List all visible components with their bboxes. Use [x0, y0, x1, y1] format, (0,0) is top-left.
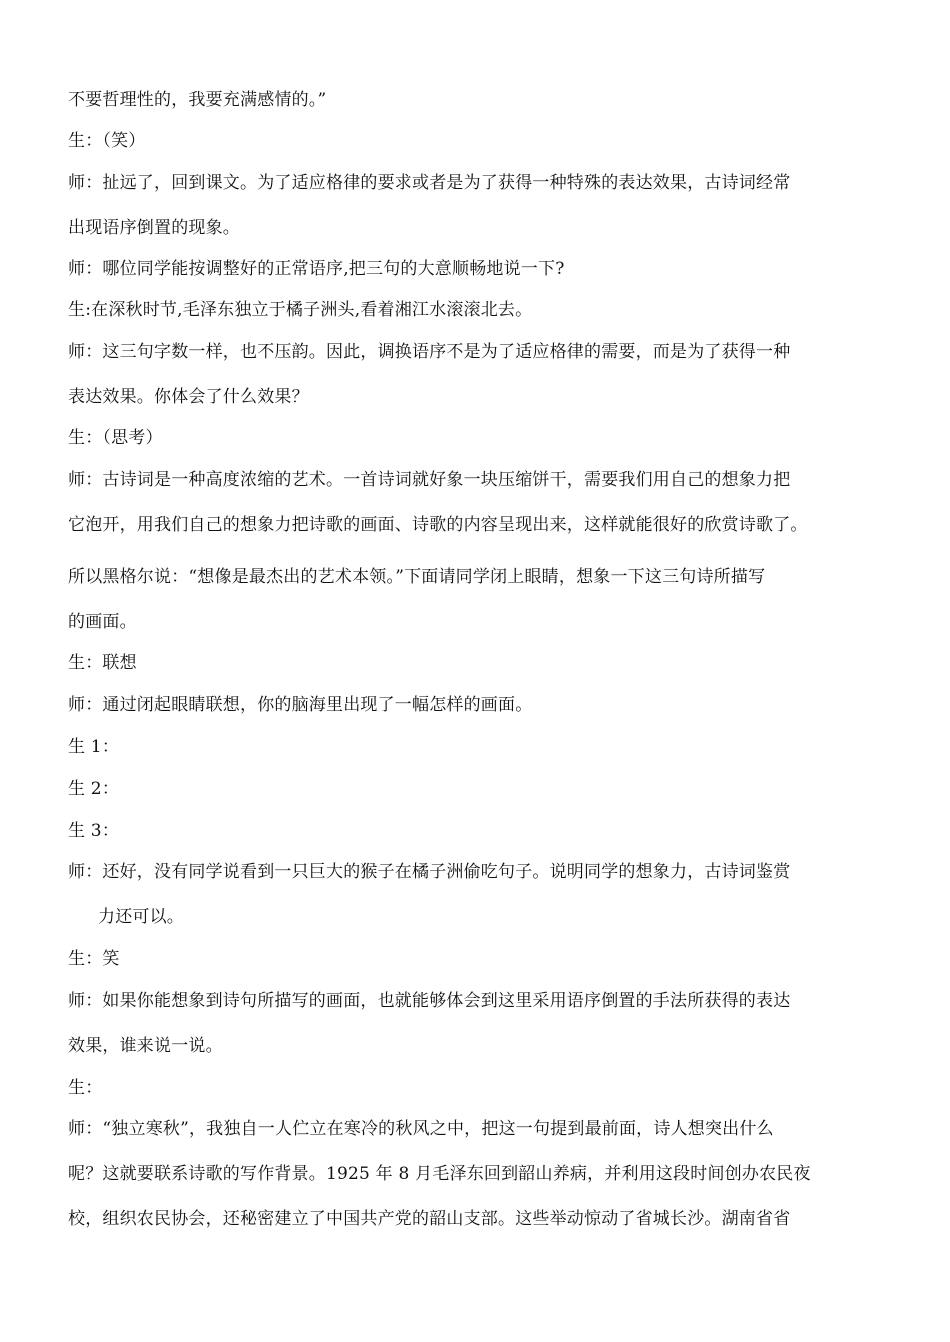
text-line: 师：哪位同学能按调整好的正常语序,把三句的大意顺畅地说一下? [68, 259, 565, 279]
text-line: 校，组织农民协会，还秘密建立了中国共产党的韶山支部。这些举动惊动了省城长沙。湖南省省 [68, 1209, 791, 1229]
text-line: 出现语序倒置的现象。 [68, 218, 240, 238]
text-line: 师：古诗词是一种高度浓缩的艺术。一首诗词就好象一块压缩饼干，需要我们用自己的想象力把 [68, 470, 791, 490]
text-line: 效果，谁来说一说。 [68, 1036, 223, 1056]
text-line: 生 2： [68, 779, 120, 799]
text-line: 生： [68, 1078, 103, 1098]
text-line: 生:在深秋时节,毛泽东独立于橘子洲头,看着湘江水滚滚北去。 [68, 300, 533, 320]
text-line: 生：联想 [68, 653, 137, 673]
text-line: 它泡开，用我们自己的想象力把诗歌的画面、诗歌的内容呈现出来，这样就能很好的欣赏诗歌了。 [68, 515, 808, 535]
text-line: 生：（思考） [68, 428, 163, 448]
text-line: 所以黑格尔说：“想像是最杰出的艺术本领。”下面请同学闭上眼睛，想象一下这三句诗所描写 [68, 567, 766, 587]
text-line: 生：笑 [68, 949, 120, 969]
text-line: 生：（笑） [68, 131, 146, 151]
text-line: 生 3： [68, 821, 120, 841]
text-line: 生 1： [68, 737, 120, 757]
text-line: 呢？这就要联系诗歌的写作背景。1925 年 8 月毛泽东回到韶山养病，并利用这段时间创办农民夜 [68, 1164, 811, 1184]
text-line: 师：通过闭起眼睛联想，你的脑海里出现了一幅怎样的画面。 [68, 695, 533, 715]
text-line: 师：这三句字数一样，也不压韵。因此，调换语序不是为了适应格律的需要，而是为了获得一种 [68, 342, 791, 362]
text-line: 不要哲理性的，我要充满感情的。” [68, 90, 327, 110]
text-line: 力还可以。 [98, 907, 184, 927]
text-line: 师：如果你能想象到诗句所描写的画面，也就能够体会到这里采用语序倒置的手法所获得的表达 [68, 991, 791, 1011]
text-line: 师：“独立寒秋”，我独自一人伫立在寒冷的秋风之中，把这一句提到最前面，诗人想突出什么 [68, 1119, 774, 1139]
text-line: 表达效果。你体会了什么效果？ [68, 387, 309, 407]
text-line: 师：扯远了，回到课文。为了适应格律的要求或者是为了获得一种特殊的表达效果，古诗词经常 [68, 173, 791, 193]
text-line: 师：还好，没有同学说看到一只巨大的猴子在橘子洲偷吃句子。说明同学的想象力，古诗词鉴赏 [68, 862, 791, 882]
text-line: 的画面。 [68, 612, 137, 632]
